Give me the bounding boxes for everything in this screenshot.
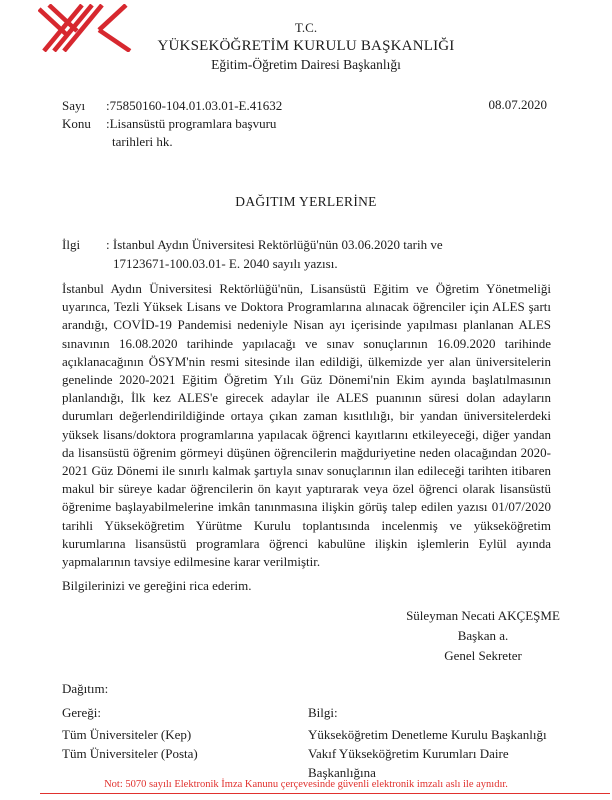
distribution-bilgi-column xyxy=(308,703,570,782)
letterhead xyxy=(0,20,612,74)
footer-rule xyxy=(40,793,610,794)
konu-value xyxy=(106,115,276,151)
sayi-label: Sayı xyxy=(62,98,86,113)
document-meta xyxy=(62,97,282,151)
bilgi-item: Vakıf Yükseköğretim Kurumları Daire Başkanlığına xyxy=(308,746,509,780)
geregi-item: Tüm Üniversiteler (Kep) xyxy=(62,727,192,742)
ilgi-value xyxy=(106,235,443,273)
closing-line: Bilgilerinizi ve gereğini rica ederim. xyxy=(62,578,252,593)
sayi-row xyxy=(62,97,282,115)
bilgi-item: Yükseköğretim Denetleme Kurulu Başkanlığı xyxy=(308,727,547,742)
geregi-label: Gereği: xyxy=(62,705,101,720)
letterhead-organization: YÜKSEKÖĞRETİM KURULU BAŞKANLIĞI xyxy=(157,37,455,54)
signer-name: Süleyman Necati AKÇEŞME xyxy=(406,608,560,623)
ilgi-line2: 17123671-100.03.01- E. 2040 sayılı yazısı. xyxy=(113,256,338,271)
signer-title-1: Başkan a. xyxy=(457,628,509,643)
document-date: 08.07.2020 xyxy=(488,97,547,112)
letterhead-department: Eğitim-Öğretim Dairesi Başkanlığı xyxy=(211,57,401,73)
recipient-heading: DAĞITIM YERLERİNE xyxy=(235,194,377,209)
sayi-value: :75850160-104.01.03.01-E.41632 xyxy=(106,98,283,113)
konu-row xyxy=(62,115,282,151)
ilgi-reference xyxy=(62,235,443,273)
letterhead-republic: T.C. xyxy=(294,20,318,35)
distribution-geregi-column xyxy=(62,703,198,763)
signer-title-2: Genel Sekreter xyxy=(444,648,522,663)
konu-value-line2: tarihleri hk. xyxy=(112,134,173,149)
distribution-heading: Dağıtım: xyxy=(62,681,109,696)
bilgi-label: Bilgi: xyxy=(308,705,338,720)
konu-label: Konu xyxy=(62,116,91,131)
ilgi-label: İlgi xyxy=(62,237,81,252)
geregi-item: Tüm Üniversiteler (Posta) xyxy=(62,746,198,761)
body-paragraph: İstanbul Aydın Üniversitesi Rektörlüğü'nün, Lisansüstü Eğitim ve Öğretim Yönetmeliği uyarınca, Tezli Yüksek Lisans ve Doktora Programlarına alınacak öğrenciler için ALES şartı arandığı, COVİD-19 Pandemisi nedeniyle Nisan ayı içerisinde yapılması planlanan ALES sınavının 16.08.2020 tarihinde yapılacağı ve sınav sonuçlarının 16.09.2020 tarihinde açıklanacağının ÖSYM'nin resmi sitesinde ilan edildiği, ülkemizde yer alan üniversitelerin genelinde 2020-2021 Eğitim Öğretim Yılı Güz Dönemi'nin Ekim ayında başlatılmasının planlandığı, İlk kez ALES'e girecek adaylar ile ALES puanının süresi dolan adayların durumları değerlendirildiğinde ortaya çıkan zaman kısıtlılığı, bir yandan üniversitelerdeki yüksek lisans/doktora programlarına yapılacak öğrenci kayıtlarını etkileyeceği, diğer yandan da lisansüstü öğrenim görmeyi düşünen öğrencilerin mağduriyetine neden olacağından 2020-2021 Güz Dönemi ile sınırlı kalmak şartıyla sınav sonuçlarının ilan edileceği tarihten itibaren makul bir süreye kadar öğrencilerin ön kayıt yaptırarak veya özel öğrenci olarak lisansüstü öğrenime başlayabilmelerine imkân tanınmasına ilişkin görüş talep edilen yazısı 01/07/2020 tarihli Yükseköğretim Yürütme Kurulu toplantısında incelenmiş ve yükseköğretim kurumlarına lisansüstü programlara öğrenci kabulüne ilişkin işlemlerin Eylül ayında yapmalarının tavsiye edilmesine karar verilmiştir. xyxy=(62,281,551,570)
signature-block xyxy=(393,606,573,666)
konu-value-line1: :Lisansüstü programlara başvuru xyxy=(106,116,277,131)
electronic-signature-note: Not: 5070 sayılı Elektronik İmza Kanunu çerçevesinde güvenli elektronik imzalı aslı ile aynıdır. xyxy=(104,779,508,790)
ilgi-line1: : İstanbul Aydın Üniversitesi Rektörlüğü'nün 03.06.2020 tarih ve xyxy=(106,237,443,252)
